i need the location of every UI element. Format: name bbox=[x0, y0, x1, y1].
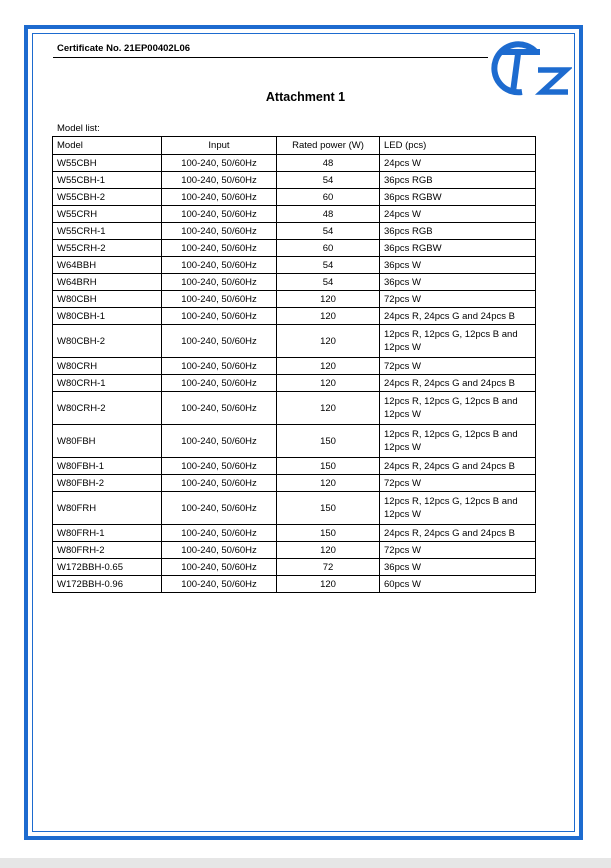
cell-input: 100-240, 50/60Hz bbox=[162, 291, 277, 308]
table-row bbox=[53, 458, 536, 475]
cell-rated-power: 150 bbox=[277, 492, 380, 525]
cell-model: W80FRH-2 bbox=[53, 542, 162, 559]
table-row bbox=[53, 525, 536, 542]
table-row bbox=[53, 223, 536, 240]
cell-led: 72pcs W bbox=[380, 475, 536, 492]
document-title: Attachment 1 bbox=[265, 90, 346, 104]
cell-rated-power: 60 bbox=[277, 189, 380, 206]
column-header-input: Input bbox=[162, 137, 277, 155]
cell-rated-power: 54 bbox=[277, 257, 380, 274]
cell-led: 24pcs R, 24pcs G and 24pcs B bbox=[380, 308, 536, 325]
cell-rated-power: 120 bbox=[277, 542, 380, 559]
cell-led: 12pcs R, 12pcs G, 12pcs B and 12pcs W bbox=[380, 392, 536, 425]
column-header-model: Model bbox=[53, 137, 162, 155]
cell-input: 100-240, 50/60Hz bbox=[162, 542, 277, 559]
cell-input: 100-240, 50/60Hz bbox=[162, 358, 277, 375]
cell-rated-power: 150 bbox=[277, 458, 380, 475]
cell-rated-power: 54 bbox=[277, 274, 380, 291]
cell-rated-power: 48 bbox=[277, 206, 380, 223]
cell-model: W172BBH-0.96 bbox=[53, 576, 162, 593]
model-list-label: Model list: bbox=[57, 123, 100, 134]
table-row bbox=[53, 358, 536, 375]
cell-input: 100-240, 50/60Hz bbox=[162, 325, 277, 358]
cell-model: W80CRH-1 bbox=[53, 375, 162, 392]
cell-model: W172BBH-0.65 bbox=[53, 559, 162, 576]
cell-model: W80CBH-2 bbox=[53, 325, 162, 358]
table-row bbox=[53, 325, 536, 358]
cell-input: 100-240, 50/60Hz bbox=[162, 274, 277, 291]
cell-led: 36pcs RGBW bbox=[380, 240, 536, 257]
table-row bbox=[53, 274, 536, 291]
cell-led: 60pcs W bbox=[380, 576, 536, 593]
cell-model: W64BRH bbox=[53, 274, 162, 291]
cell-input: 100-240, 50/60Hz bbox=[162, 223, 277, 240]
cell-input: 100-240, 50/60Hz bbox=[162, 206, 277, 223]
table-header-row bbox=[53, 137, 536, 155]
cell-input: 100-240, 50/60Hz bbox=[162, 576, 277, 593]
cell-led: 36pcs W bbox=[380, 559, 536, 576]
table-row bbox=[53, 576, 536, 593]
cell-input: 100-240, 50/60Hz bbox=[162, 392, 277, 425]
cell-model: W55CBH bbox=[53, 155, 162, 172]
column-header-led: LED (pcs) bbox=[380, 137, 536, 155]
cell-led: 24pcs R, 24pcs G and 24pcs B bbox=[380, 375, 536, 392]
table-row bbox=[53, 475, 536, 492]
table-row bbox=[53, 492, 536, 525]
cell-led: 12pcs R, 12pcs G, 12pcs B and 12pcs W bbox=[380, 325, 536, 358]
cell-led: 36pcs W bbox=[380, 274, 536, 291]
certificate-number: Certificate No. 21EP00402L06 bbox=[57, 43, 191, 54]
table-row bbox=[53, 189, 536, 206]
table-row bbox=[53, 240, 536, 257]
cell-input: 100-240, 50/60Hz bbox=[162, 308, 277, 325]
table-row bbox=[53, 425, 536, 458]
column-header-rated-power: Rated power (W) bbox=[277, 137, 380, 155]
table-row bbox=[53, 257, 536, 274]
table-row bbox=[53, 542, 536, 559]
table-row bbox=[53, 206, 536, 223]
table-row bbox=[53, 172, 536, 189]
cell-model: W80CRH bbox=[53, 358, 162, 375]
cell-rated-power: 150 bbox=[277, 425, 380, 458]
cell-rated-power: 120 bbox=[277, 291, 380, 308]
cell-rated-power: 120 bbox=[277, 392, 380, 425]
cell-rated-power: 150 bbox=[277, 525, 380, 542]
cell-model: W55CBH-2 bbox=[53, 189, 162, 206]
cell-input: 100-240, 50/60Hz bbox=[162, 189, 277, 206]
cell-input: 100-240, 50/60Hz bbox=[162, 492, 277, 525]
cell-model: W80FRH-1 bbox=[53, 525, 162, 542]
cell-led: 36pcs W bbox=[380, 257, 536, 274]
cell-rated-power: 54 bbox=[277, 223, 380, 240]
cell-led: 72pcs W bbox=[380, 358, 536, 375]
cell-rated-power: 120 bbox=[277, 308, 380, 325]
cell-model: W80CRH-2 bbox=[53, 392, 162, 425]
cell-rated-power: 60 bbox=[277, 240, 380, 257]
cell-rated-power: 54 bbox=[277, 172, 380, 189]
header-rule bbox=[53, 57, 488, 58]
table-row bbox=[53, 308, 536, 325]
cell-model: W64BBH bbox=[53, 257, 162, 274]
cell-model: W55CRH bbox=[53, 206, 162, 223]
cell-input: 100-240, 50/60Hz bbox=[162, 525, 277, 542]
cell-led: 36pcs RGB bbox=[380, 172, 536, 189]
cell-rated-power: 120 bbox=[277, 325, 380, 358]
cell-model: W80CBH-1 bbox=[53, 308, 162, 325]
cell-input: 100-240, 50/60Hz bbox=[162, 475, 277, 492]
cell-input: 100-240, 50/60Hz bbox=[162, 458, 277, 475]
cell-led: 12pcs R, 12pcs G, 12pcs B and 12pcs W bbox=[380, 425, 536, 458]
cell-model: W55CBH-1 bbox=[53, 172, 162, 189]
cell-led: 24pcs R, 24pcs G and 24pcs B bbox=[380, 458, 536, 475]
cell-input: 100-240, 50/60Hz bbox=[162, 375, 277, 392]
cell-model: W55CRH-2 bbox=[53, 240, 162, 257]
cell-led: 12pcs R, 12pcs G, 12pcs B and 12pcs W bbox=[380, 492, 536, 525]
viewer-background bbox=[0, 858, 611, 868]
cell-model: W80FRH bbox=[53, 492, 162, 525]
cell-model: W80CBH bbox=[53, 291, 162, 308]
table-row bbox=[53, 392, 536, 425]
table-row bbox=[53, 155, 536, 172]
cell-model: W80FBH-1 bbox=[53, 458, 162, 475]
cell-rated-power: 120 bbox=[277, 576, 380, 593]
cell-input: 100-240, 50/60Hz bbox=[162, 257, 277, 274]
cell-rated-power: 120 bbox=[277, 475, 380, 492]
cell-input: 100-240, 50/60Hz bbox=[162, 559, 277, 576]
cell-model: W80FBH bbox=[53, 425, 162, 458]
cell-input: 100-240, 50/60Hz bbox=[162, 240, 277, 257]
cell-led: 24pcs R, 24pcs G and 24pcs B bbox=[380, 525, 536, 542]
cell-input: 100-240, 50/60Hz bbox=[162, 155, 277, 172]
model-table bbox=[52, 136, 536, 593]
cell-led: 24pcs W bbox=[380, 155, 536, 172]
cell-rated-power: 48 bbox=[277, 155, 380, 172]
table-row bbox=[53, 559, 536, 576]
cell-rated-power: 120 bbox=[277, 358, 380, 375]
cell-rated-power: 120 bbox=[277, 375, 380, 392]
cell-input: 100-240, 50/60Hz bbox=[162, 425, 277, 458]
table-row bbox=[53, 375, 536, 392]
cell-led: 24pcs W bbox=[380, 206, 536, 223]
table-row bbox=[53, 291, 536, 308]
cell-led: 36pcs RGB bbox=[380, 223, 536, 240]
cell-led: 72pcs W bbox=[380, 542, 536, 559]
cell-model: W80FBH-2 bbox=[53, 475, 162, 492]
cell-led: 72pcs W bbox=[380, 291, 536, 308]
cell-rated-power: 72 bbox=[277, 559, 380, 576]
cell-led: 36pcs RGBW bbox=[380, 189, 536, 206]
cell-input: 100-240, 50/60Hz bbox=[162, 172, 277, 189]
cell-model: W55CRH-1 bbox=[53, 223, 162, 240]
